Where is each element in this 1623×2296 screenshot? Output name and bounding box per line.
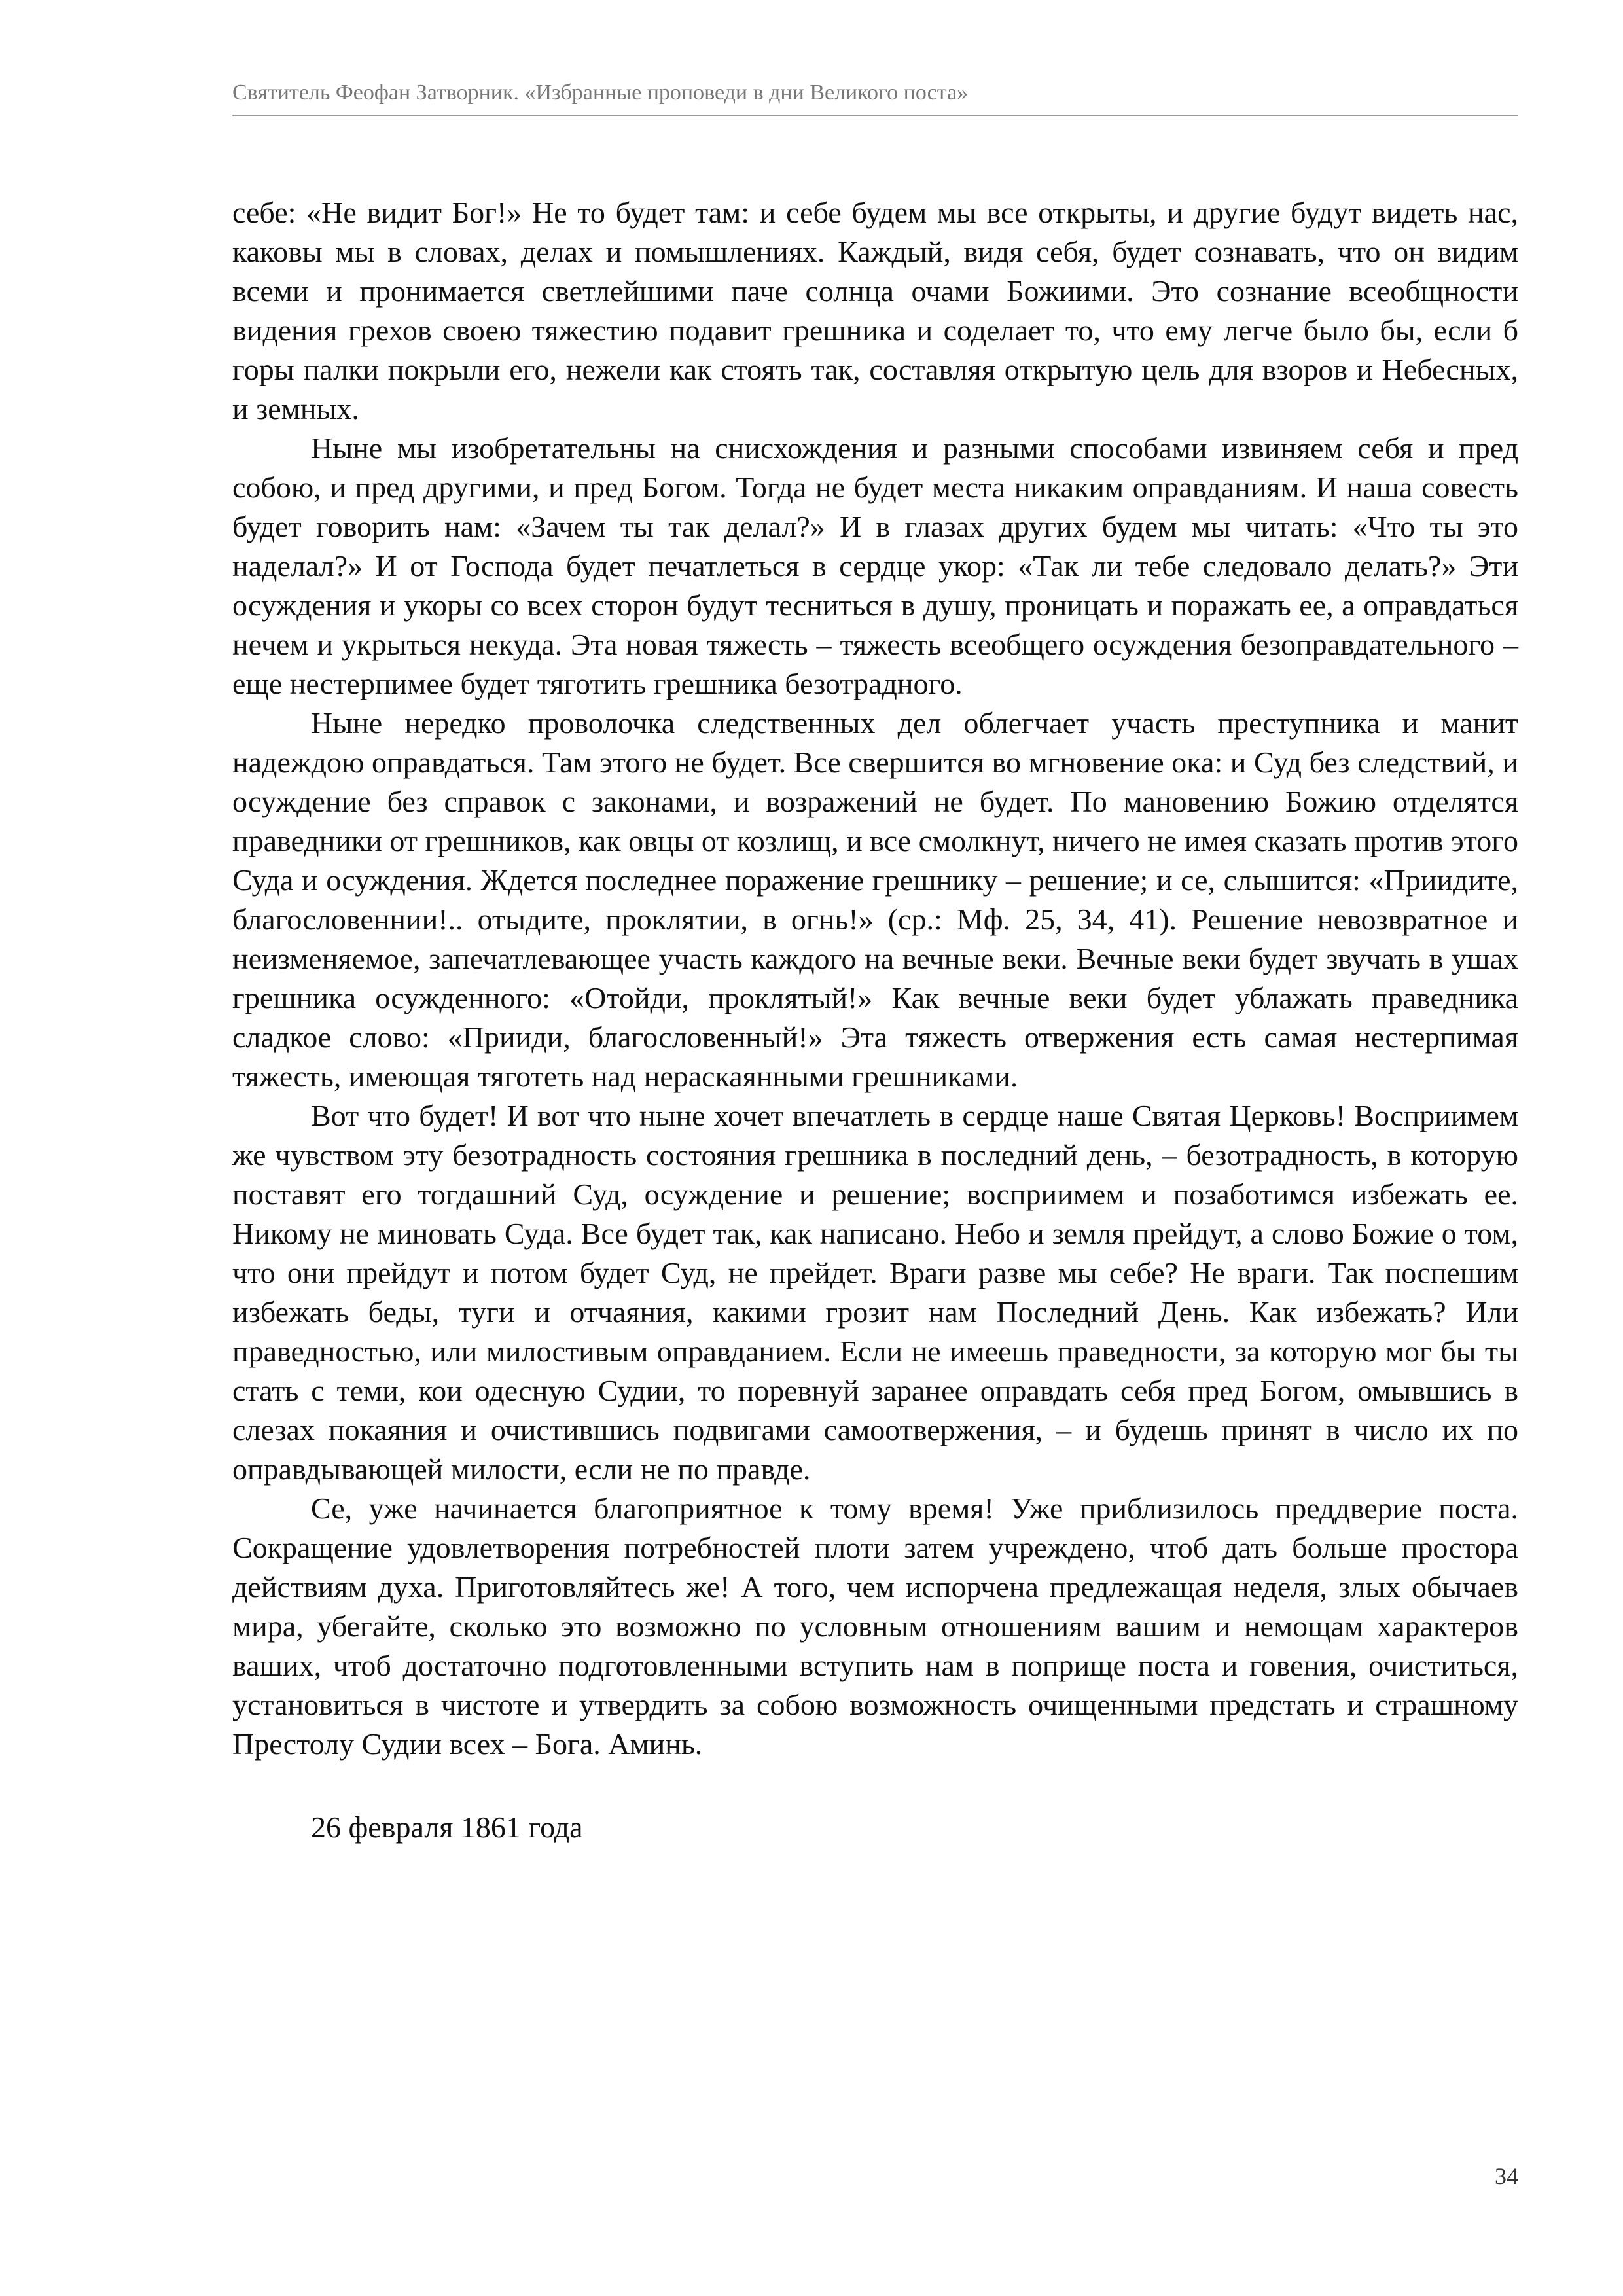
paragraph: себе: «Не видит Бог!» Не то будет там: и себе будем мы все открыты, и другие будут видеть нас, каковы мы в словах, делах и помышлениях. Каждый, видя себя, будет сознавать, что он видим всеми и пронимается светлейшими паче солнца очами Божиими. Это сознание всеобщности видения грехов своею тяжестию подавит грешника и соделает то, что ему легче было бы, если б горы палки покрыли его, нежели как стоять так, составляя открытую цель для взоров и Небесных, и земных. (232, 196, 1518, 425)
body-text (232, 193, 1518, 1764)
paragraph: Се, уже начинается благоприятное к тому время! Уже приблизилось преддверие поста. Сокращение удовлетворения потребностей плоти затем учреждено, чтоб дать больше простора действиям духа. Приготовляйтесь же! А того, чем испорчена предлежащая неделя, злых обычаев мира, убегайте, сколько это возможно по условным отношениям вашим и немощам характеров ваших, чтоб достаточно подготовленными вступить нам в поприще поста и говения, очиститься, установиться в чистоте и утвердить за собою возможность очищенными предстать и страшному Престолу Судии всех – Бога. Аминь. (232, 1492, 1518, 1761)
paragraph: Ныне нередко проволочка следственных дел облегчает участь преступника и манит надеждою оправдаться. Там этого не будет. Все свершится во мгновение ока: и Суд без следствий, и осуждение без справок с законами, и возражений не будет. По мановению Божию отделятся праведники от грешников, как овцы от козлищ, и все смолкнут, ничего не имея сказать против этого Суда и осуждения. Ждется последнее поражение грешнику – решение; и се, слышится: «Приидите, благословеннии!.. отыдите, проклятии, в огнь!» (ср.: Мф. 25, 34, 41). Решение невозвратное и неизменяемое, запечатлевающее участь каждого на вечные веки. Вечные веки будет звучать в ушах грешника осужденного: «Отойди, проклятый!» Как вечные веки будет ублажать праведника сладкое слово: «Прииди, благословенный!» Эта тяжесть отвержения есть самая нестерпимая тяжесть, имеющая тяготеть над нераскаянными грешниками. (232, 706, 1518, 1093)
date-line: 26 февраля 1861 года (311, 1810, 583, 1844)
running-header: Святитель Феофан Затворник. «Избранные проповеди в дни Великого поста» (232, 81, 969, 105)
paragraph: Ныне мы изобретательны на снисхождения и разными способами извиняем себя и пред собою, и пред другими, и пред Богом. Тогда не будет места никаким оправданиям. И наша совесть будет говорить нам: «Зачем ты так делал?» И в глазах других будем мы читать: «Что ты это наделал?» И от Господа будет печатлеться в сердце укор: «Так ли тебе следовало делать?» Эти осуждения и укоры со всех сторон будут тесниться в душу, проницать и поражать ее, а оправдаться нечем и укрыться некуда. Эта новая тяжесть – тяжесть всеобщего осуждения безоправдательного – еще нестерпимее будет тяготить грешника безотрадного. (232, 431, 1518, 700)
paragraph: Вот что будет! И вот что ныне хочет впечатлеть в сердце наше Святая Церковь! Восприимем же чувством эту безотрадность состояния грешника в последний день, – безотрадность, в которую поставят его тогдашний Суд, осуждение и решение; восприимем и позаботимся избежать ее. Никому не миновать Суда. Все будет так, как написано. Небо и земля прейдут, а слово Божие о том, что они прейдут и потом будет Суд, не прейдет. Враги разве мы себе? Не враги. Так поспешим избежать беды, туги и отчаяния, какими грозит нам Последний День. Как избежать? Или праведностью, или милостивым оправданием. Если не имеешь праведности, за которую мог бы ты стать с теми, кои одесную Судии, то поревнуй заранее оправдать себя пред Богом, омывшись в слезах покаяния и очистившись подвигами самоотвержения, – и будешь принят в число их по оправдывающей милости, если не по правде. (232, 1099, 1518, 1486)
header-divider (232, 115, 1518, 116)
page-number: 34 (1495, 2163, 1518, 2189)
